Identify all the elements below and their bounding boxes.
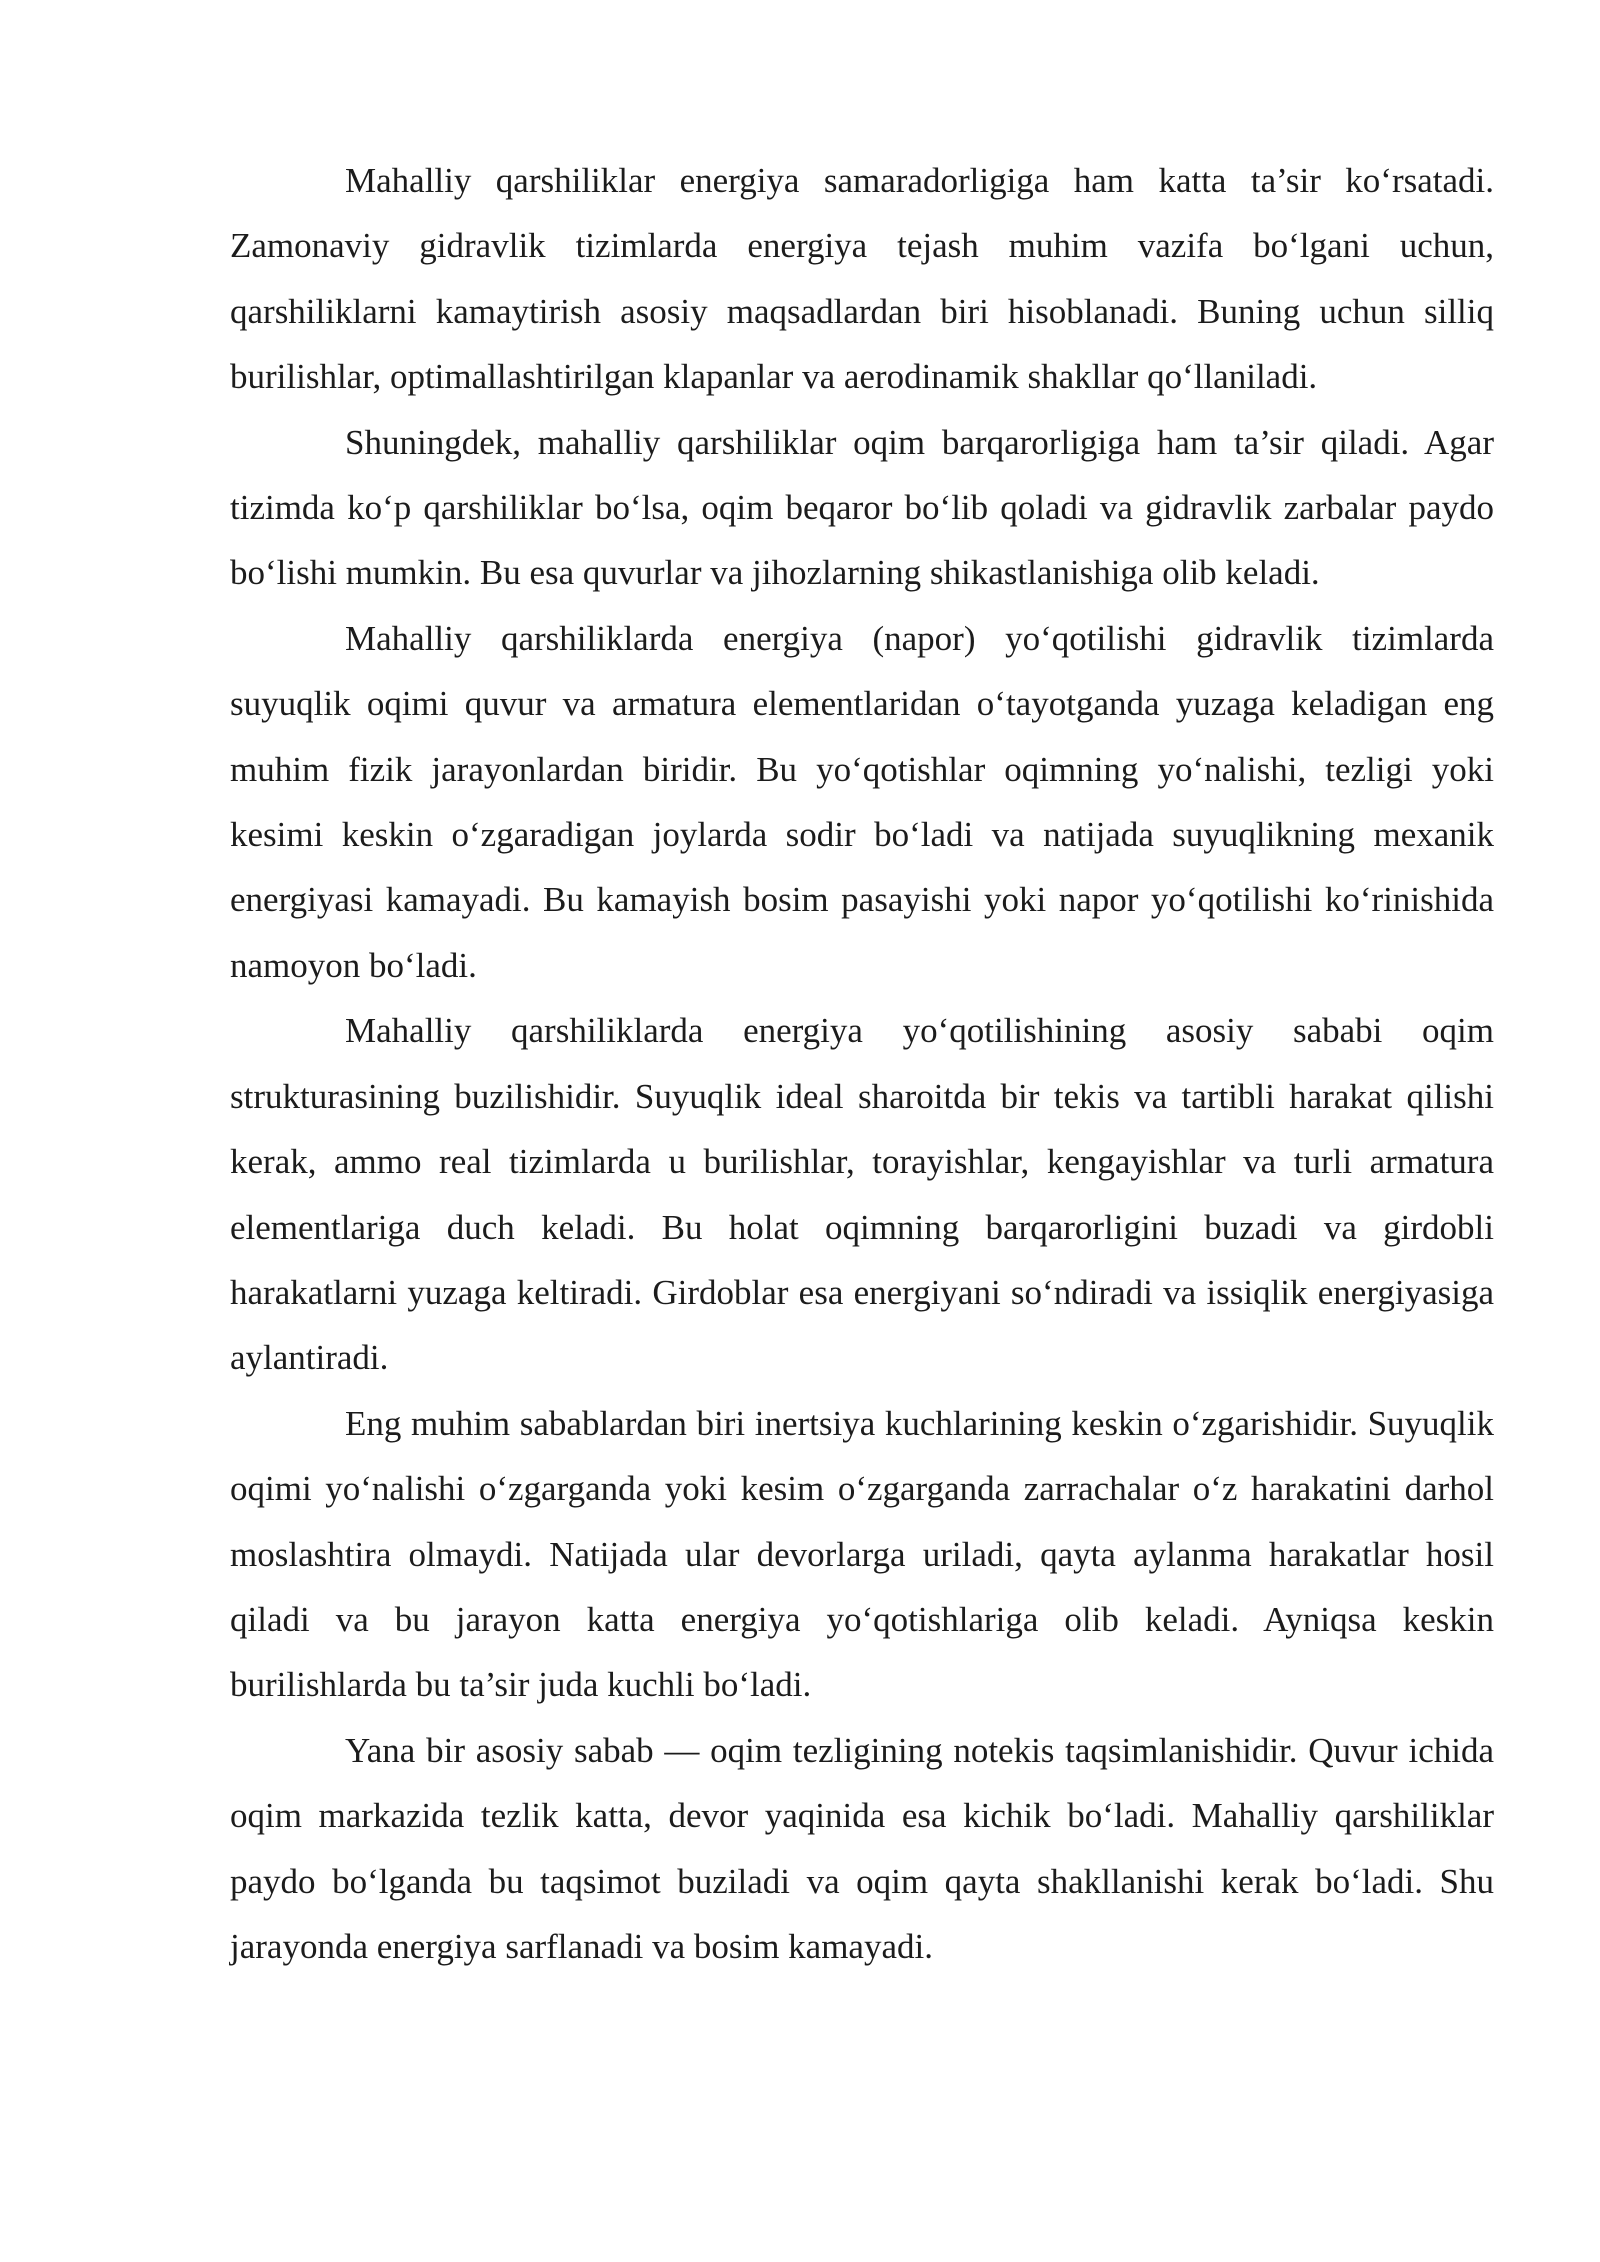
paragraph-6: Yana bir asosiy sabab — oqim tezligining notekis taqsimlanishidir. Quvur ichida oqim markazida tezlik katta, devor yaqinida esa kichik bo‘ladi. Mahalliy qarshiliklar paydo bo‘lganda bu taqsimot buziladi va oqim qayta shakllanishi kerak bo‘ladi. Shu jarayonda energiya sarflanadi va bosim kamayadi.	[230, 1730, 1494, 1966]
paragraph-2: Shuningdek, mahalliy qarshiliklar oqim barqarorligiga ham ta’sir qiladi. Agar tizimda ko‘p qarshiliklar bo‘lsa, oqim beqaror bo‘lib qoladi va gidravlik zarbalar paydo bo‘lishi mumkin. Bu esa quvurlar va jihozlarning shikastlanishiga olib keladi.	[230, 422, 1494, 593]
paragraph-5: Eng muhim sabablardan biri inertsiya kuchlarining keskin o‘zgarishidir. Suyuqlik oqimi yo‘nalishi o‘zgarganda yoki kesim o‘zgarganda zarrachalar o‘z harakatini darhol moslashtira olmaydi. Natijada ular devorlarga uriladi, qayta aylanma harakatlar hosil qiladi va bu jarayon katta energiya yo‘qotishlariga olib keladi. Ayniqsa keskin burilishlarda bu ta’sir juda kuchli bo‘ladi.	[230, 1403, 1494, 1705]
paragraph-1: Mahalliy qarshiliklar energiya samaradorligiga ham katta ta’sir ko‘rsatadi. Zamonaviy gidravlik tizimlarda energiya tejash muhim vazifa bo‘lgani uchun, qarshiliklarni kamaytirish asosiy maqsadlardan biri hisoblanadi. Buning uchun silliq burilishlar, optimallashtirilgan klapanlar va aerodinamik shakllar qo‘llaniladi.	[230, 161, 1494, 397]
paragraph-3: Mahalliy qarshiliklarda energiya (napor) yo‘qotilishi gidravlik tizimlarda suyuqlik oqimi quvur va armatura elementlaridan o‘tayotganda yuzaga keladigan eng muhim fizik jarayonlardan biridir. Bu yo‘qotishlar oqimning yo‘nalishi, tezligi yoki kesimi keskin o‘zgaradigan joylarda sodir bo‘ladi va natijada suyuqlikning mexanik energiyasi kamayadi. Bu kamayish bosim pasayishi yoki napor yo‘qotilishi ko‘rinishida namoyon bo‘ladi.	[230, 618, 1494, 985]
body-text	[230, 148, 1494, 1979]
paragraph-4: Mahalliy qarshiliklarda energiya yo‘qotilishining asosiy sababi oqim strukturasining buzilishidir. Suyuqlik ideal sharoitda bir tekis va tartibli harakat qilishi kerak, ammo real tizimlarda u burilishlar, torayishlar, kengayishlar va turli armatura elementlariga duch keladi. Bu holat oqimning barqarorligini buzadi va girdobli harakatlarni yuzaga keltiradi. Girdoblar esa energiyani so‘ndiradi va issiqlik energiyasiga aylantiradi.	[230, 1011, 1494, 1378]
